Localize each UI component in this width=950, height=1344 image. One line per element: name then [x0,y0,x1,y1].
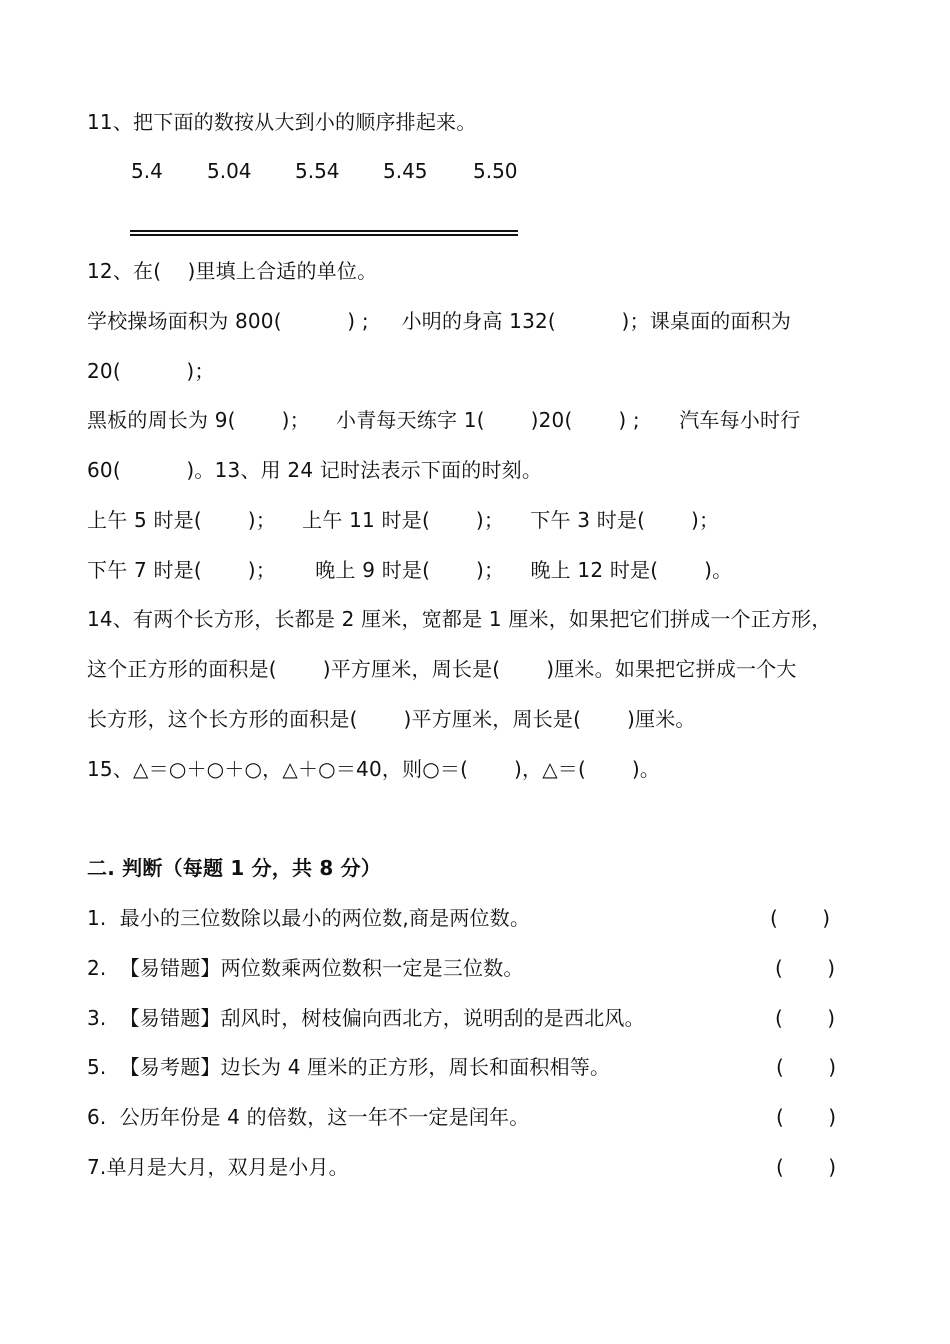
q11-title: 11、把下面的数按从大到小的顺序排起来。 [87,110,477,134]
q12-line-2: 20( )； [87,359,215,383]
judge-answer-3[interactable]: ( ) [775,1006,836,1030]
q11-number-5: 5.50 [473,159,518,183]
q15-line-1: 15、△＝○＋○＋○，△＋○＝40，则○＝( )，△＝( )。 [87,757,661,781]
q13-line-2: 下午 7 时是( )； 晚上 9 时是( )； 晚上 12 时是( )。 [87,558,733,582]
judge-item-5: 5. 【易考题】边长为 4 厘米的正方形，周长和面积相等。 [87,1055,611,1079]
q14-line-2: 这个正方形的面积是( )平方厘米，周长是( )厘米。如果把它拼成一个大 [87,657,797,681]
judge-answer-6[interactable]: ( ) [776,1105,837,1129]
section-2-title: 二. 判断（每题 1 分，共 8 分） [87,856,382,880]
judge-item-3: 3. 【易错题】刮风时，树枝偏向西北方，说明刮的是西北风。 [87,1006,645,1030]
q12-line-3: 黑板的周长为 9( )； 小青每天练字 1( )20( ) ; 汽车每小时行 [87,408,801,432]
q11-number-2: 5.04 [207,159,252,183]
judge-answer-1[interactable]: ( ) [770,906,831,930]
judge-item-1: 1. 最小的三位数除以最小的两位数,商是两位数。 [87,906,531,930]
judge-answer-5[interactable]: ( ) [776,1055,837,1079]
judge-item-7: 7.单月是大月，双月是小月。 [87,1155,349,1179]
q14-line-1: 14、有两个长方形，长都是 2 厘米，宽都是 1 厘米，如果把它们拼成一个正方形， [87,607,832,631]
q12-line-1: 学校操场面积为 800( ) ; 小明的身高 132( )；课桌面的面积为 [87,309,792,333]
answer-line[interactable] [130,230,518,236]
q11-number-4: 5.45 [383,159,428,183]
q14-line-3: 长方形，这个长方形的面积是( )平方厘米，周长是( )厘米。 [87,707,696,731]
judge-item-6: 6. 公历年份是 4 的倍数，这一年不一定是闰年。 [87,1105,530,1129]
judge-answer-7[interactable]: ( ) [776,1155,837,1179]
q11-number-1: 5.4 [131,159,163,183]
q12-line-4: 60( )。13、用 24 记时法表示下面的时刻。 [87,458,543,482]
judge-item-2: 2. 【易错题】两位数乘两位数积一定是三位数。 [87,956,524,980]
q11-number-3: 5.54 [295,159,340,183]
q13-line-1: 上午 5 时是( )； 上午 11 时是( )； 下午 3 时是( )； [87,508,720,532]
q12-title: 12、在( )里填上合适的单位。 [87,259,378,283]
judge-answer-2[interactable]: ( ) [775,956,836,980]
